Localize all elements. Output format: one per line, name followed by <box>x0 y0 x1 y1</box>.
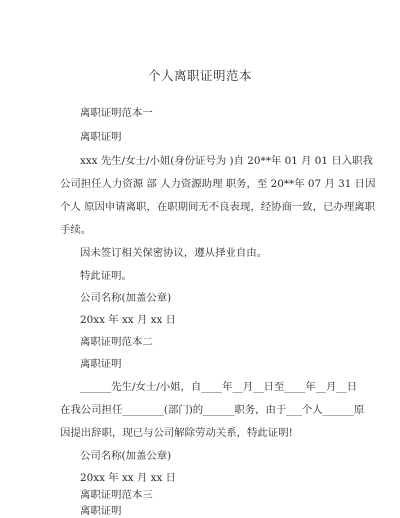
body-line-6: ______先生/女士/小姐，自____年__月__日至____年__月__日 <box>80 381 358 393</box>
section-heading-2: 离职证明范本二 <box>80 336 153 348</box>
body-line-3: 个人 原因申请离职，在职期间无不良表现，经协商一致，已办理离职 <box>60 201 376 213</box>
body-line-4: 手续。 <box>60 224 92 236</box>
company-seal-line-1: 公司名称(加盖公章) <box>80 292 172 304</box>
document-title: 个人离职证明范本 <box>147 68 252 83</box>
section-heading-1: 离职证明范本一 <box>80 107 153 119</box>
body-line-1: xxx 先生/女士/小姐(身份证号为 )自 20**年 01 月 01 日入职我 <box>80 155 373 167</box>
date-line-1: 20xx 年 xx 月 xx 日 <box>80 314 177 326</box>
closing-line-1: 特此证明。 <box>80 270 132 282</box>
section-heading-3: 离职证明范本三 <box>80 489 153 501</box>
body-line-8: 因提出辞职，现已与公司解除劳动关系，特此证明! <box>60 427 293 439</box>
certificate-title-2: 离职证明 <box>80 358 122 370</box>
certificate-title-3: 离职证明 <box>80 505 122 517</box>
certificate-title-1: 离职证明 <box>80 131 122 143</box>
body-line-7: 在我公司担任________(部门)的______职务，由于___个人______原 <box>60 404 365 416</box>
body-line-2: 公司担任人力资源 部 人力资源助理 职务，至 20**年 07 月 31 日因 <box>60 178 376 190</box>
company-seal-line-2: 公司名称(加盖公章) <box>80 450 172 462</box>
body-line-5: 因未签订相关保密协议，遵从择业自由。 <box>80 247 268 259</box>
date-line-2: 20xx 年 xx 月 xx 日 <box>80 472 177 484</box>
